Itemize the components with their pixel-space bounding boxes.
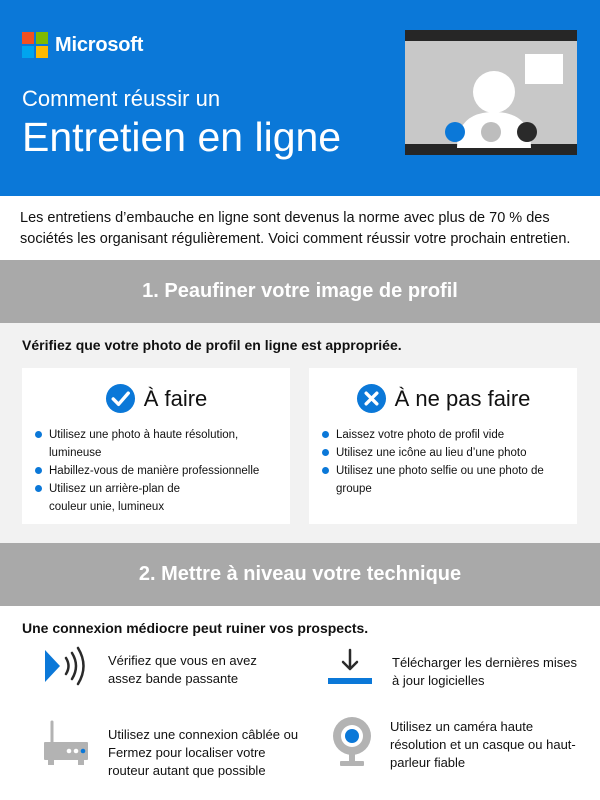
do-item: Utilisez un arrière-plan de couleur unie, lumineux [34,480,199,516]
video-call-illustration [405,30,577,155]
do-item: Utilisez une photo à haute résolution, lumineuse [34,426,249,462]
hero-banner [0,0,600,196]
do-card [22,368,290,524]
tip-camera: Utilisez un caméra haute résolution et un casque ou haut-parleur fiable [390,719,576,770]
dont-item: Laissez votre photo de profil vide [321,426,561,444]
section1-heading: 1. Peaufiner votre image de profil [0,260,600,323]
router-icon [42,718,90,768]
dont-list [321,426,561,498]
dont-card-header [309,383,577,414]
checkmark-icon [105,383,136,414]
do-list [34,426,259,516]
do-title: À faire [143,385,208,411]
tip-wired: Utilisez une connexion câblée ou Fermez pour localiser votre routeur autant que possible [108,727,299,778]
hero-subtitle: Comment réussir un [22,86,221,111]
profile-section [0,323,600,543]
tech-section [0,606,600,800]
cross-icon [356,383,387,414]
intro-text: Les entretiens d’embauche en ligne sont devenus la norme avec plus de 70 % des sociétés les organisant régulièrement. Voici comment réussir votre prochain entretien. [0,196,600,260]
tip-updates: Télécharger les dernières mises à jour logicielles [392,655,577,688]
dont-card [309,368,577,524]
do-item: Habillez-vous de manière professionnelle [34,462,259,480]
tip-bandwidth: Vérifiez que vous en avez assez bande passante [108,653,257,686]
dont-item: Utilisez une photo selfie ou une photo de groupe [321,462,561,498]
dont-title: À ne pas faire [394,385,531,411]
microsoft-logo [22,32,143,58]
profile-lead: Vérifiez que votre photo de profil en ligne est appropriée. [22,337,402,353]
microsoft-logo-icon [22,32,48,58]
webcam-icon [330,714,374,768]
download-icon [326,646,374,688]
do-card-header [22,383,290,414]
dont-item: Utilisez une icône au lieu d’une photo [321,444,561,462]
signal-icon [42,646,90,686]
section2-heading: 2. Mettre à niveau votre technique [0,543,600,606]
tech-lead: Une connexion médiocre peut ruiner vos prospects. [22,620,369,636]
brand-name: Microsoft [55,33,144,56]
hero-title: Entretien en ligne [22,114,342,160]
